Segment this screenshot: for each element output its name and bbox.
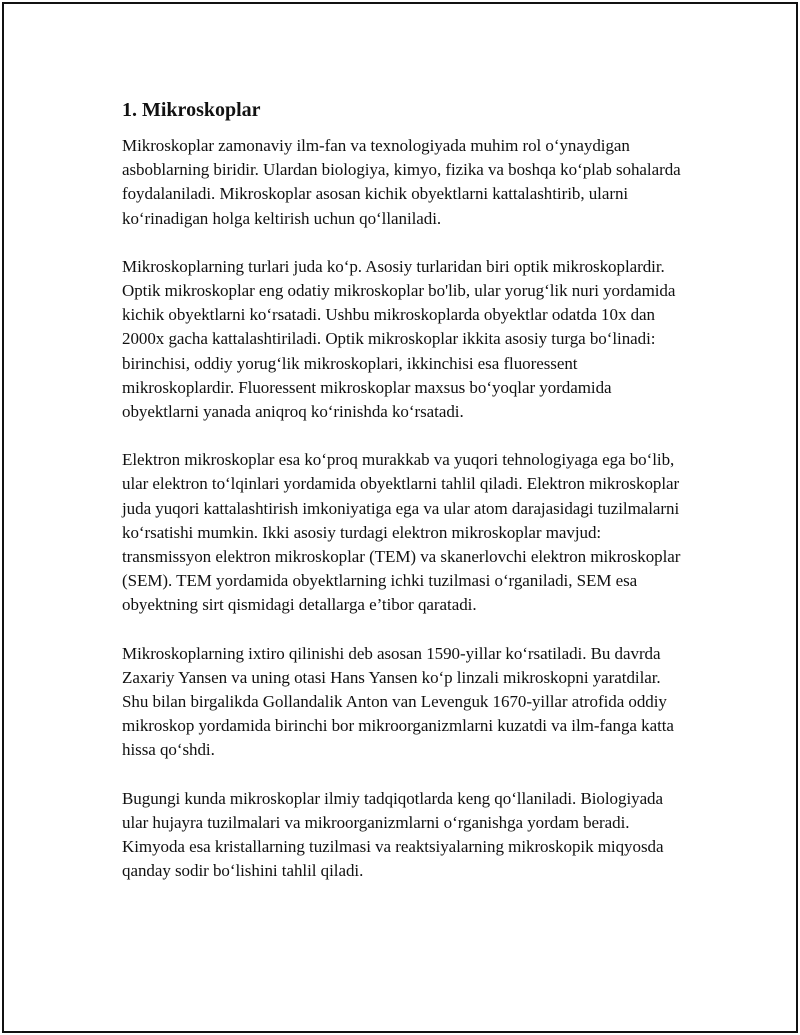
paragraph-modern-use: Bugungi kunda mikroskoplar ilmiy tadqiqotlarda keng qo‘llaniladi. Biologiyada ular hujayra tuzilmalari va mikroorganizmlarni o‘rganishga yordam beradi. Kimyoda esa kristallarning tuzilmasi va reaktsiyalarning mikroskopik miqyosda qanday sodir bo‘lishini tahlil qiladi. [122,788,664,881]
paragraph-history: Mikroskoplarning ixtiro qilinishi deb asosan 1590-yillar ko‘rsatiladi. Bu davrda Zaxariy Yansen va uning otasi Hans Yansen ko‘p linzali mikroskopni yaratdilar. Shu bilan birgalikda Gollandalik Anton van Levenguk 1670-yillar atrofida oddiy mikroskop yordamida birinchi bor mikroorganizmlarni kuzatdi va ilm-fanga katta hissa qo‘shdi. [122,643,674,760]
document-body [122,92,688,883]
paragraph-electron-microscopes: Elektron mikroskoplar esa ko‘proq murakkab va yuqori tehnologiyaga ega bo‘lib, ular elektron to‘lqinlari yordamida obyektlarni tahlil qiladi. Elektron mikroskoplar juda yuqori kattalashtirish imkoniyatiga ega va ular atom darajasidagi tuzilmalarni ko‘rsatishi mumkin. Ikki asosiy turdagi elektron mikroskoplar mavjud: transmissyon elektron mikroskoplar (TEM) va skanerlovchi elektron mikroskoplar (SEM). TEM yordamida obyektlarning ichki tuzilmasi o‘rganiladi, SEM esa obyektning sirt qismidagi detallarga e’tibor qaratadi. [122,450,681,615]
paragraph-introduction: Mikroskoplar zamonaviy ilm-fan va texnologiyada muhim rol o‘ynaydigan asboblarning biridir. Ulardan biologiya, kimyo, fizika va boshqa ko‘plab sohalarda foydalaniladi. Mikroskoplar asosan kichik obyektlarni kattalashtirib, ularni ko‘rinadigan holga keltirish uchun qo‘llaniladi. [122,136,681,228]
paragraph-optical-microscopes: Mikroskoplarning turlari juda ko‘p. Asosiy turlaridan biri optik mikroskoplardir. Optik mikroskoplar eng odatiy mikroskoplar bo'lib, ular yorug‘lik nuri yordamida kichik obyektlarni ko‘rsatadi. Ushbu mikroskoplarda obyektlar odatda 10x dan 2000x gacha kattalashtiriladi. Optik mikroskoplar ikkita asosiy turga bo‘linadi: birinchisi, oddiy yorug‘lik mikroskoplari, ikkinchisi esa fluoressent mikroskoplardir. Fluoressent mikroskoplar maxsus bo‘yoqlar yordamida obyektlarni yanada aniqroq ko‘rinishda ko‘rsatadi. [122,256,676,422]
page-border [2,2,798,1033]
document-title: 1. Mikroskoplar [122,99,261,121]
